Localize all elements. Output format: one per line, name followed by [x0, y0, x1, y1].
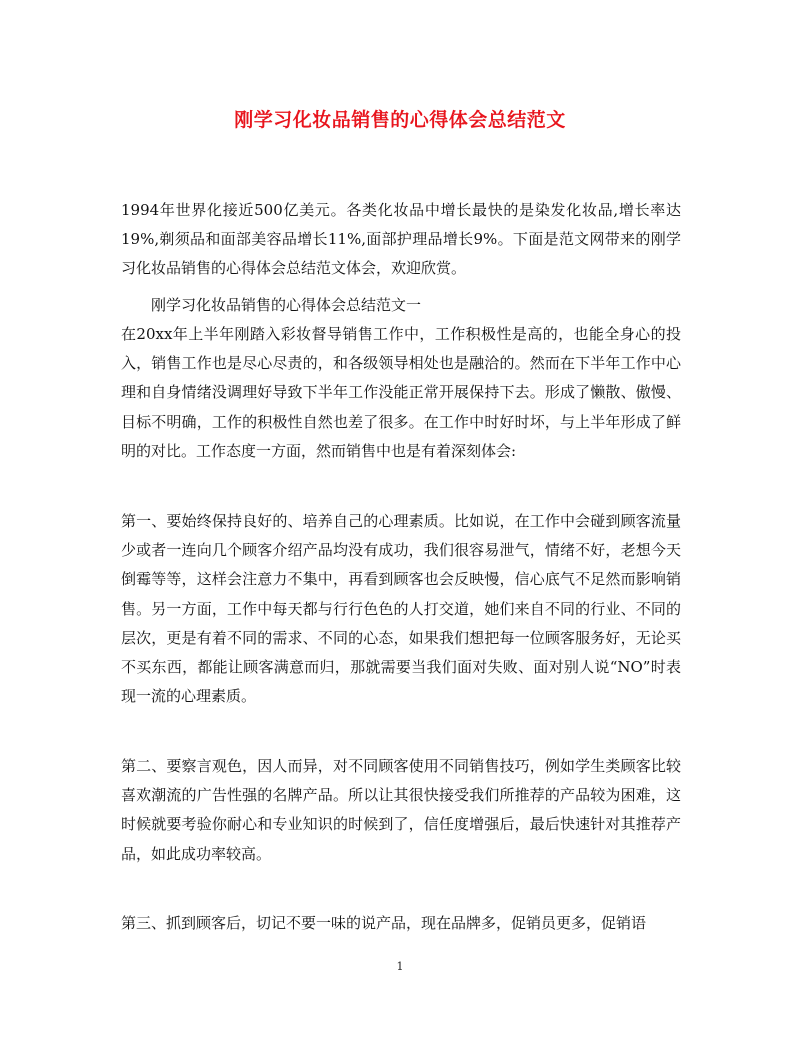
section-subheading: 刚学习化妆品销售的心得体会总结范文一 [151, 296, 422, 314]
document-title: 刚学习化妆品销售的心得体会总结范文 [234, 109, 566, 131]
paragraph-overview: 在20xx年上半年刚踏入彩妆督导销售工作中，工作积极性是高的，也能全身心的投入，销售工作也是尽心尽责的，和各级领导相处也是融洽的。然而在下半年工作中心理和自身情绪没调理好导致下半年工作没能正常开展保持下去。形成了懒散、傲慢、目标不明确，工作的积极性自然也差了很多。在工作中时好时坏，与上半年形成了鲜明的对比。工作态度一方面，然而销售中也是有着深刻体会: [121, 325, 681, 460]
intro-paragraph: 1994年世界化接近500亿美元。各类化妆品中增长最快的是染发化妆品,增长率达19%,剃须品和面部美容品增长11%,面部护理品增长9%。下面是范文网带来的刚学习化妆品销售的心得体会总结范文体会，欢迎欣赏。 [121, 201, 681, 278]
paragraph-point-three: 第三、抓到顾客后，切记不要一味的说产品，现在品牌多，促销员更多，促销语 [121, 914, 647, 932]
paragraph-point-two: 第二、要察言观色，因人而异，对不同顾客使用不同销售技巧，例如学生类顾客比较喜欢潮流的广告性强的名牌产品。所以让其很快接受我们所推荐的产品较为困难，这时候就要考验你耐心和专业知识的时候到了，信任度增强后，最后快速针对其推荐产品，如此成功率较高。 [121, 757, 681, 863]
page-number: 1 [396, 960, 404, 973]
paragraph-point-one: 第一、要始终保持良好的、培养自己的心理素质。比如说，在工作中会碰到顾客流量少或者一连向几个顾客介绍产品均没有成功，我们很容易泄气，情绪不好，老想今天倒霉等等，这样会注意力不集中，再看到顾客也会反映慢，信心底气不足然而影响销售。另一方面，工作中每天都与行行色色的人打交道，她们来自不同的行业、不同的层次，更是有着不同的需求、不同的心态，如果我们想把每一位顾客服务好，无论买不买东西，都能让顾客满意而归，那就需要当我们面对失败、面对别人说“NO”时表现一流的心理素质。 [121, 512, 681, 706]
